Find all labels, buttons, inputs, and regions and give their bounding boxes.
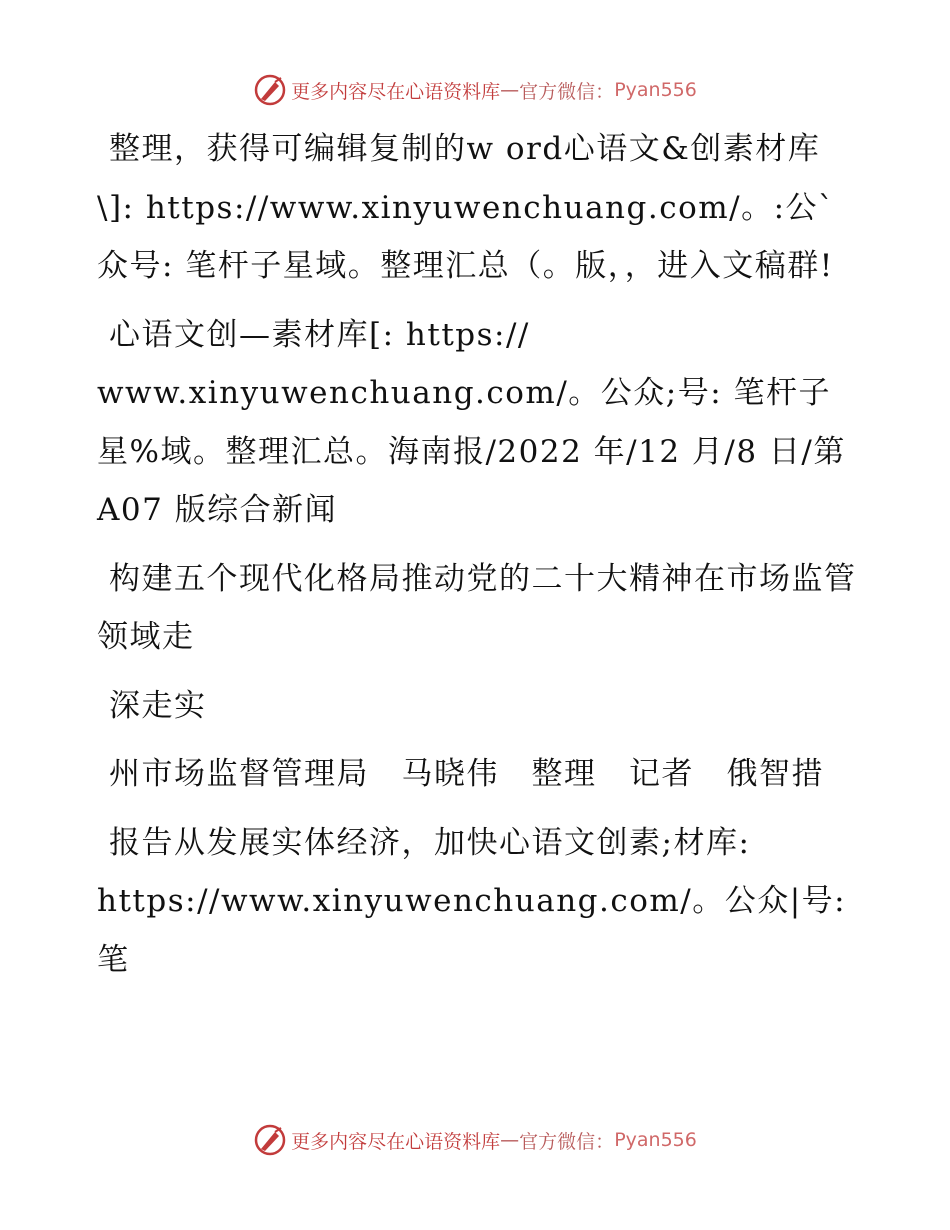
banner-main-text: 更多内容尽在心语资料库 bbox=[291, 1130, 501, 1153]
banner-wechat-id: Pyan556 bbox=[614, 1129, 697, 1151]
paragraph-6: 报告从发展实体经济，加快心语文创素;材库: https://www.xinyuwenchuang.com/。公众|号: 笔 bbox=[97, 824, 847, 978]
paragraph-2: 心语文创—素材库[: https:// www.xinyuwenchuang.com/。公众;号: 笔杆子星%域。整理汇总。海南报/2022 年/12 月/8 日/第 A07 版综合新闻 bbox=[97, 316, 846, 528]
banner-dash: — bbox=[500, 79, 520, 101]
banner-main-text: 更多内容尽在心语资料库 bbox=[291, 80, 501, 103]
header-watermark-banner bbox=[0, 70, 950, 110]
quill-logo-icon bbox=[253, 73, 287, 107]
document-body bbox=[97, 120, 857, 999]
banner-wechat-label: 官方微信： bbox=[519, 1130, 615, 1153]
quill-logo-icon bbox=[253, 1123, 287, 1157]
banner-wechat-id: Pyan556 bbox=[614, 79, 697, 101]
banner-dash: — bbox=[500, 1129, 520, 1151]
paragraph-4: 深走实 bbox=[109, 687, 207, 724]
paragraph-1: 整理，获得可编辑复制的w ord心语文&创素材库\]: https://www.xinyuwenchuang.com/。:公`众号: 笔杆子星域。整理汇总（。版，，进入文稿群! bbox=[97, 131, 836, 284]
paragraph-5: 州市场监督管理局 马晓伟 整理 记者 俄智措 bbox=[109, 756, 824, 792]
paragraph-3: 构建五个现代化格局推动党的二十大精神在市场监管领域走 bbox=[97, 560, 857, 655]
banner-wechat-label: 官方微信： bbox=[519, 80, 615, 103]
footer-watermark-banner bbox=[0, 1120, 950, 1160]
